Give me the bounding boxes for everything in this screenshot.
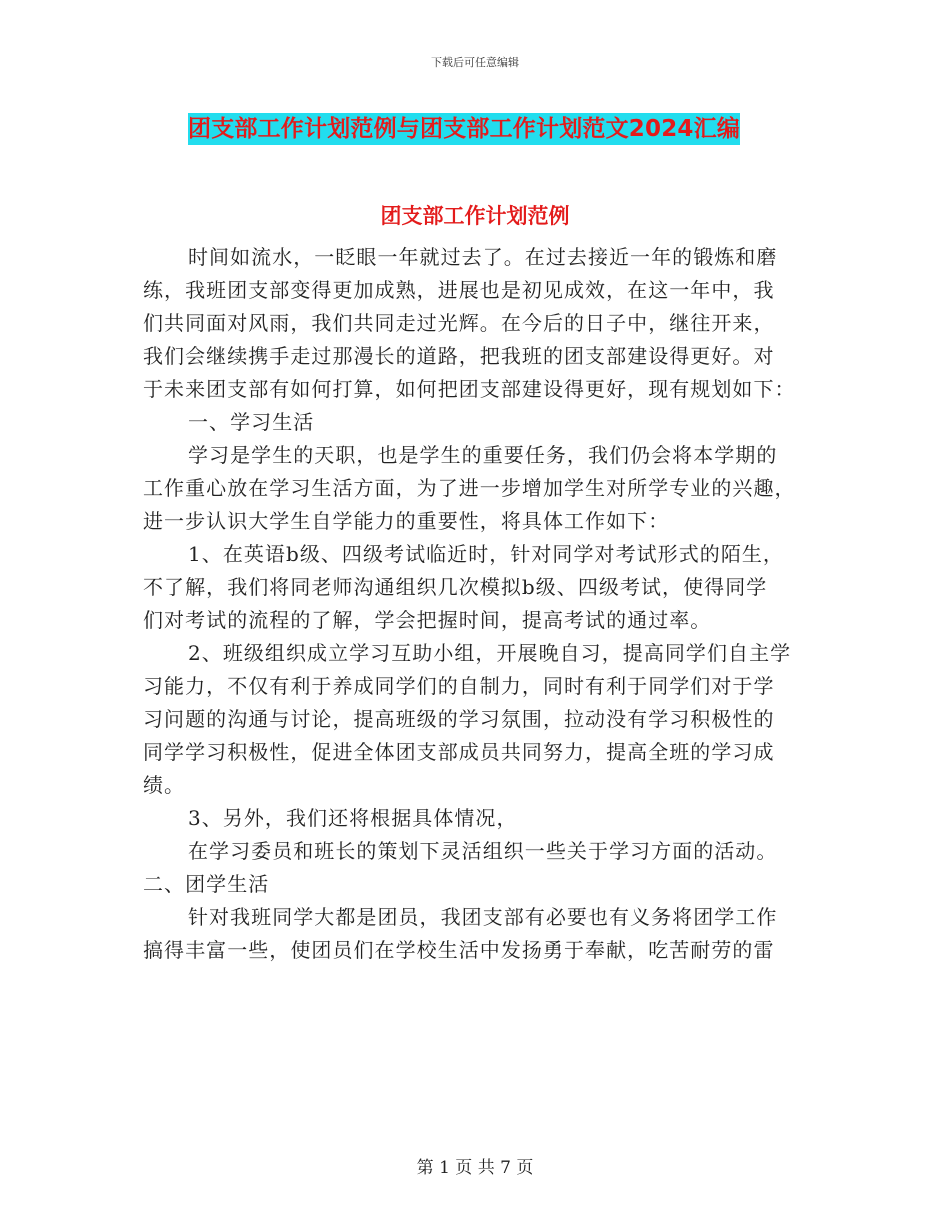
- document-title-container: [188, 113, 808, 145]
- body-line: 学习是学生的天职，也是学生的重要任务，我们仍会将本学期的: [188, 443, 778, 467]
- body-line: 3、另外，我们还将根据具体情况，: [188, 806, 518, 830]
- body-line: 针对我班同学大都是团员，我团支部有必要也有义务将团学工作: [188, 905, 778, 929]
- body-line: 不了解，我们将同老师沟通组织几次模拟b级、四级考试，使得同学: [143, 575, 768, 599]
- subheading: 一、学习生活: [188, 410, 315, 434]
- header-note: 下载后可任意编辑: [431, 56, 519, 69]
- body-line: 们共同面对风雨，我们共同走过光辉。在今后的日子中，继往开来，: [143, 311, 775, 335]
- body-line: 搞得丰富一些，使团员们在学校生活中发扬勇于奉献，吃苦耐劳的雷: [143, 938, 775, 962]
- body-line: 1、在英语b级、四级考试临近时，针对同学对考试形式的陌生，: [188, 542, 784, 566]
- body-line: 在学习委员和班长的策划下灵活组织一些关于学习方面的活动。: [188, 839, 778, 863]
- body-line: 进一步认识大学生自学能力的重要性，将具体工作如下：: [143, 509, 670, 533]
- body-line: 时间如流水，一眨眼一年就过去了。在过去接近一年的锻炼和磨: [188, 245, 778, 269]
- body-line: 我们会继续携手走过那漫长的道路，把我班的团支部建设得更好。对: [143, 344, 775, 368]
- body-line: 绩。: [143, 773, 186, 797]
- document-title: 团支部工作计划范例与团支部工作计划范文2024汇编: [188, 113, 740, 145]
- body-line: 工作重心放在学习生活方面，为了进一步增加学生对所学专业的兴趣，: [143, 476, 796, 500]
- body-line: 同学学习积极性，促进全体团支部成员共同努力，提高全班的学习成: [143, 740, 775, 764]
- body-line: 练，我班团支部变得更加成熟，进展也是初见成效，在这一年中，我: [143, 278, 775, 302]
- body-line: 们对考试的流程的了解，学会把握时间，提高考试的通过率。: [143, 608, 712, 632]
- page-number: 第 1 页 共 7 页: [416, 1158, 534, 1178]
- body-line: 习问题的沟通与讨论，提高班级的学习氛围，拉动没有学习积极性的: [143, 707, 775, 731]
- section-title: 团支部工作计划范例: [380, 204, 570, 228]
- body-line: 于未来团支部有如何打算，如何把团支部建设得更好，现有规划如下：: [143, 377, 796, 401]
- body-line: 2、班级组织成立学习互助小组，开展晚自习，提高同学们自主学: [188, 641, 792, 665]
- subheading: 二、团学生活: [143, 872, 270, 896]
- body-line: 习能力，不仅有利于养成同学们的自制力，同时有利于同学们对于学: [143, 674, 775, 698]
